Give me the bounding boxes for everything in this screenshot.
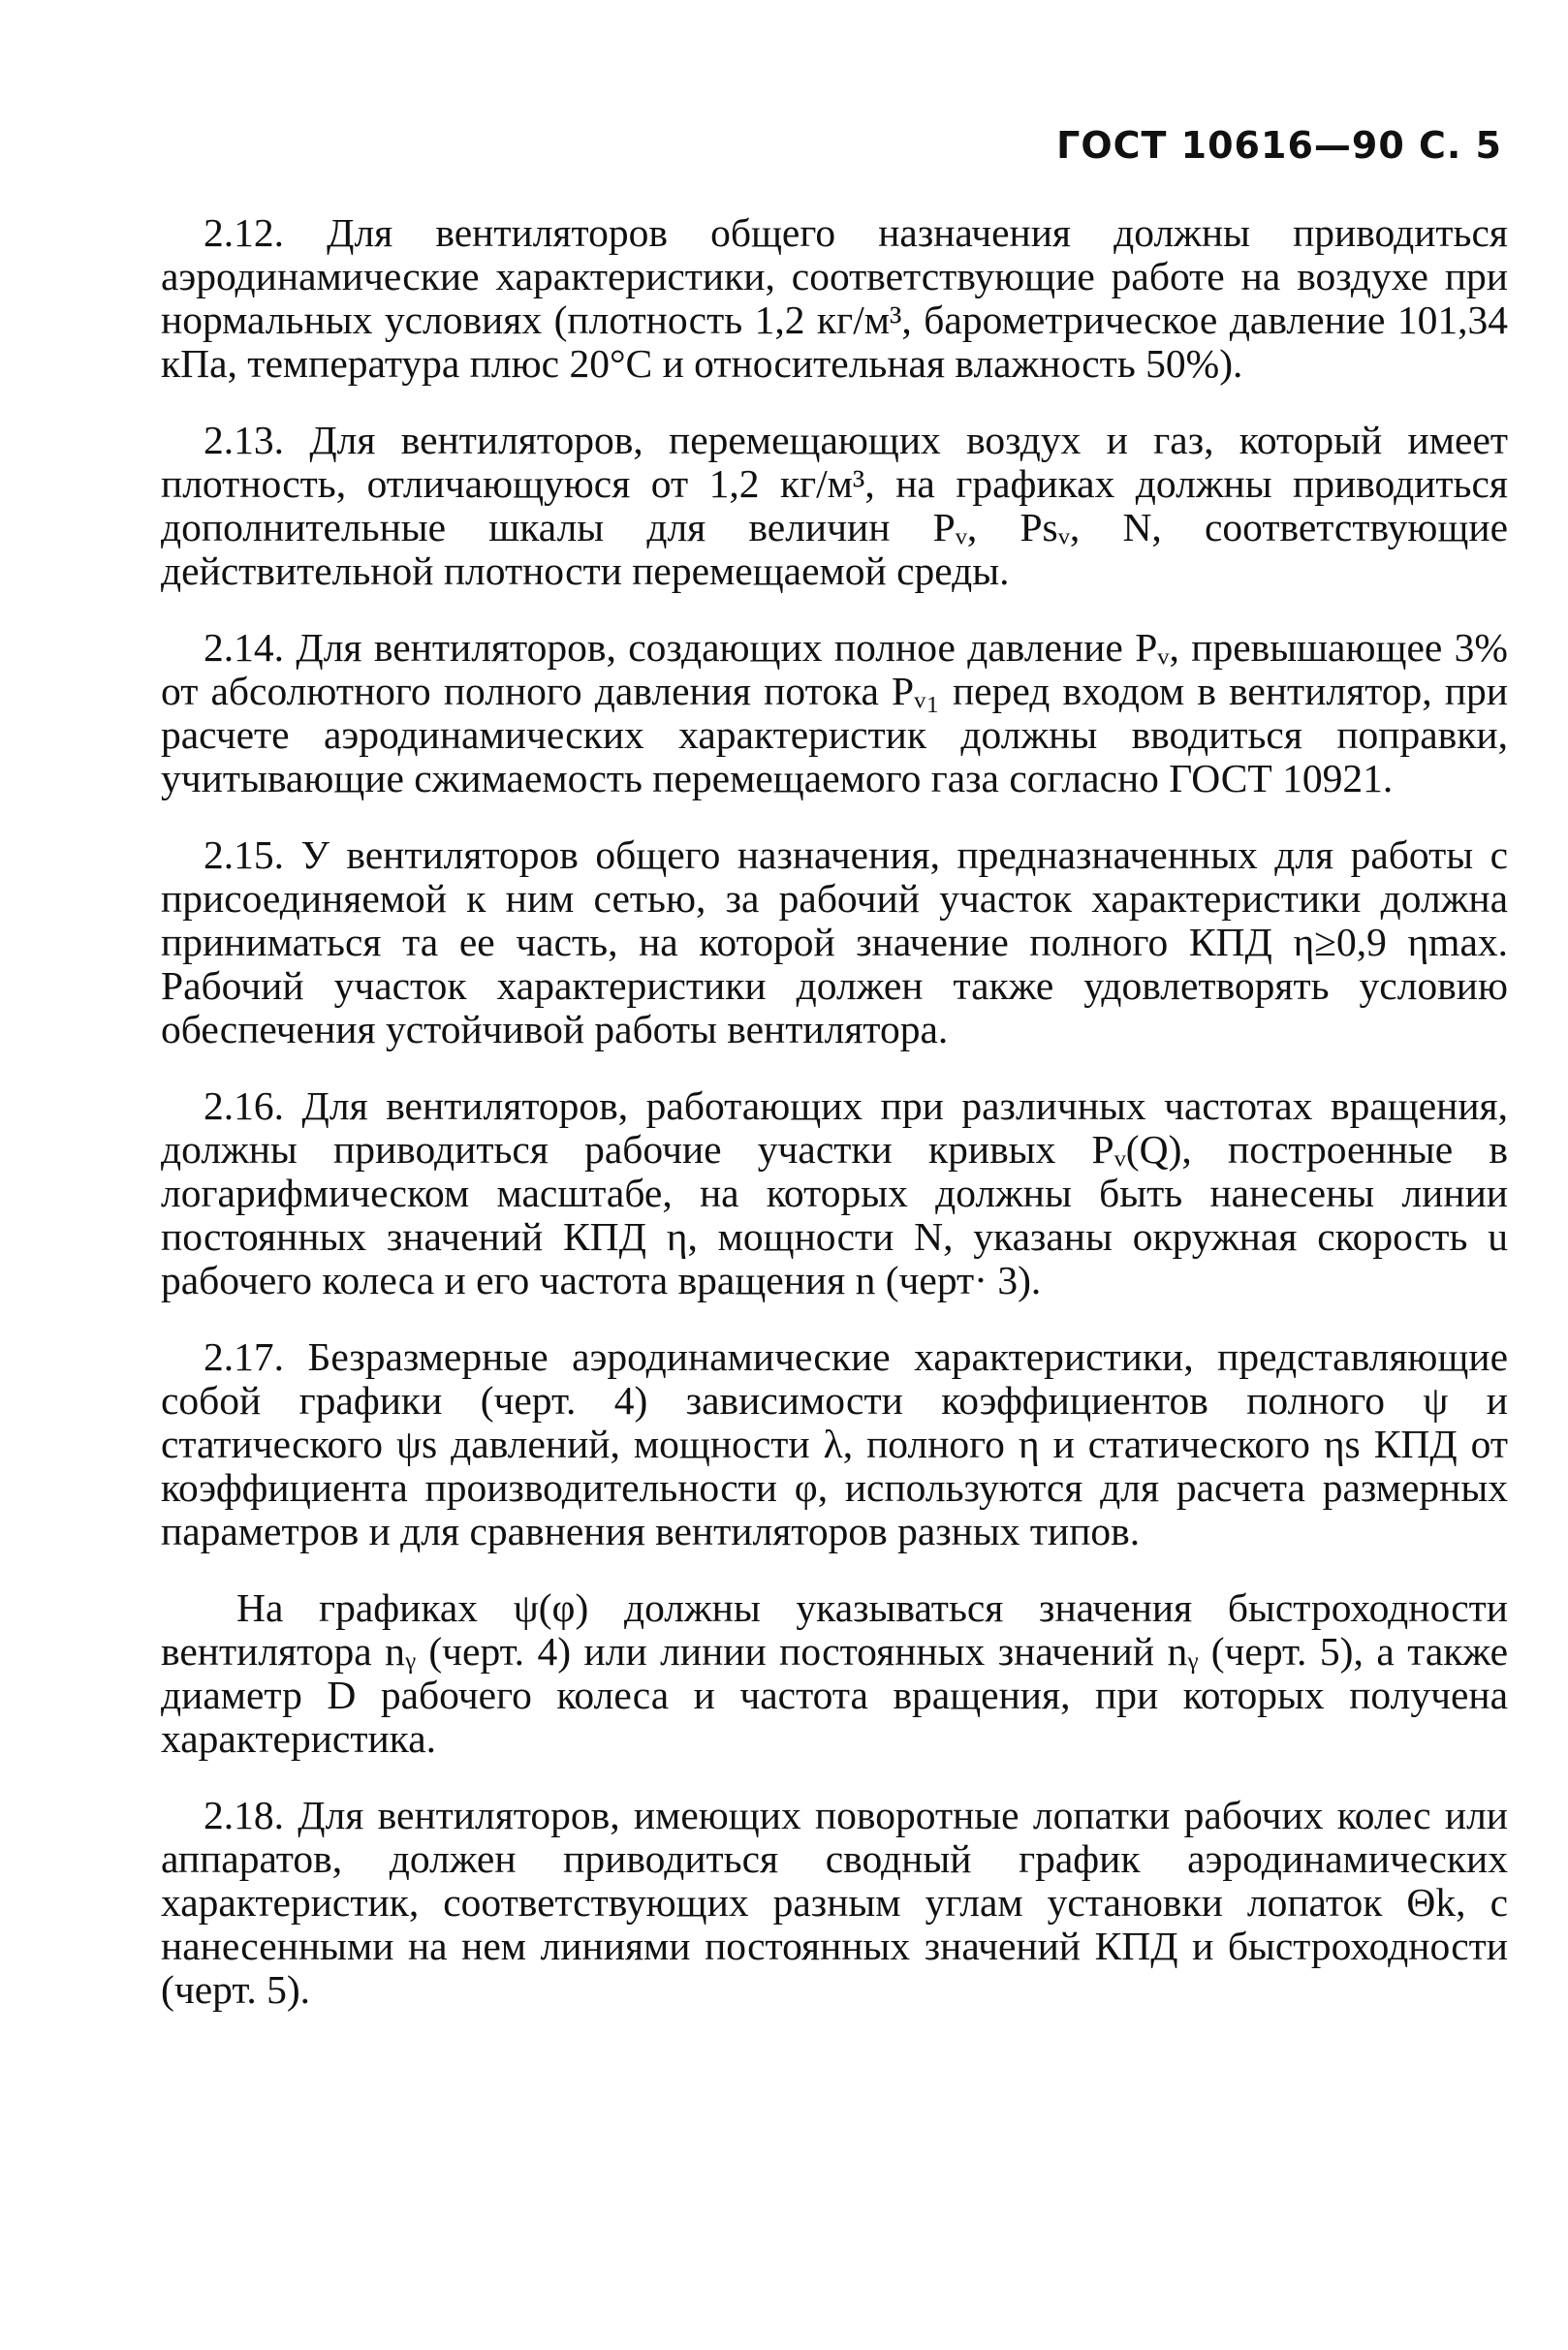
paragraph-text: На графиках ψ(φ) должны указываться значения быстроходности вентилятора nᵧ (черт. 4) или линии постоянных значений nᵧ (черт. 5), а также диаметр D рабочего колеса и частота вращения, при которых получена характеристика. [161, 1585, 1508, 1761]
paragraph-2-12 [161, 211, 1508, 386]
paragraph-text: У вентиляторов общего назначения, предназначенных для работы с присоединяемой к ним сетью, за рабочий участок характеристики должна приниматься та ее часть, на которой значение полного КПД η≥0,9 ηmax. Рабочий участок характеристики должен также удовлетворять условию обеспечения устойчивой работы вентилятора. [161, 832, 1509, 1051]
paragraph-number: 2.13. [204, 418, 284, 462]
page-header: ГОСТ 10616—90 С. 5 [1056, 124, 1502, 167]
paragraph-text: Для вентиляторов, имеющих поворотные лопатки рабочих колес или аппаратов, должен приводиться сводный график аэродинамических характеристик, соответствующих разным углам установки лопаток Θk, с нанесенными на нем линиями постоянных значений КПД и быстроходности (черт. 5). [161, 1793, 1508, 2012]
paragraph-number: 2.16. [204, 1083, 284, 1128]
paragraph-text: Для вентиляторов общего назначения должны приводиться аэродинамические характеристики, соответствующие работе на воздухе при нормальных условиях (плотность 1,2 кг/м³, барометрическое давление 101,34 кПа, температура плюс 20°С и относительная влажность 50%). [161, 210, 1508, 386]
paragraph-2-15 [161, 833, 1508, 1051]
paragraph-text: Для вентиляторов, создающих полное давление Pᵥ, превышающее 3% от абсолютного полного давления потока Pᵥ₁ перед входом в вентилятор, при расчете аэродинамических характеристик должны вводиться поправки, учитывающие сжимаемость перемещаемого газа согласно ГОСТ 10921. [161, 625, 1508, 800]
paragraph-2-16 [161, 1084, 1508, 1302]
paragraph-2-13 [161, 419, 1508, 593]
paragraph-number: 2.17. [204, 1334, 284, 1379]
paragraph-text: Безразмерные аэродинамические характеристики, представляющие собой графики (черт. 4) зависимости коэффициентов полного ψ и статического ψs давлений, мощности λ, полного η и статического ηs КПД от коэффициента производительности φ, используются для расчета размерных параметров и для сравнения вентиляторов разных типов. [161, 1334, 1509, 1553]
paragraph-text: Для вентиляторов, перемещающих воздух и газ, который имеет плотность, отличающуюся от 1,2 кг/м³, на графиках должны приводиться дополнительные шкалы для величин Pᵥ, Psᵥ, N, соответствующие действительной плотности перемещаемой среды. [161, 418, 1509, 593]
document-body [161, 211, 1508, 2045]
paragraph-2-17 [161, 1335, 1508, 1553]
paragraph-text: Для вентиляторов, работающих при различных частотах вращения, должны приводиться рабочие участки кривых Pᵥ(Q), построенные в логарифмическом масштабе, на которых должны быть нанесены линии постоянных значений КПД η, мощности N, указаны окружная скорость u рабочего колеса и его частота вращения n (черт· 3). [161, 1083, 1508, 1302]
paragraph-number: 2.12. [204, 210, 284, 255]
paragraph-2-14 [161, 626, 1508, 800]
paragraph-2-17-continued [161, 1586, 1508, 1761]
paragraph-number: 2.18. [204, 1793, 284, 1837]
paragraph-2-18 [161, 1794, 1508, 2012]
paragraph-number: 2.14. [204, 625, 284, 670]
paragraph-number: 2.15. [204, 832, 284, 877]
